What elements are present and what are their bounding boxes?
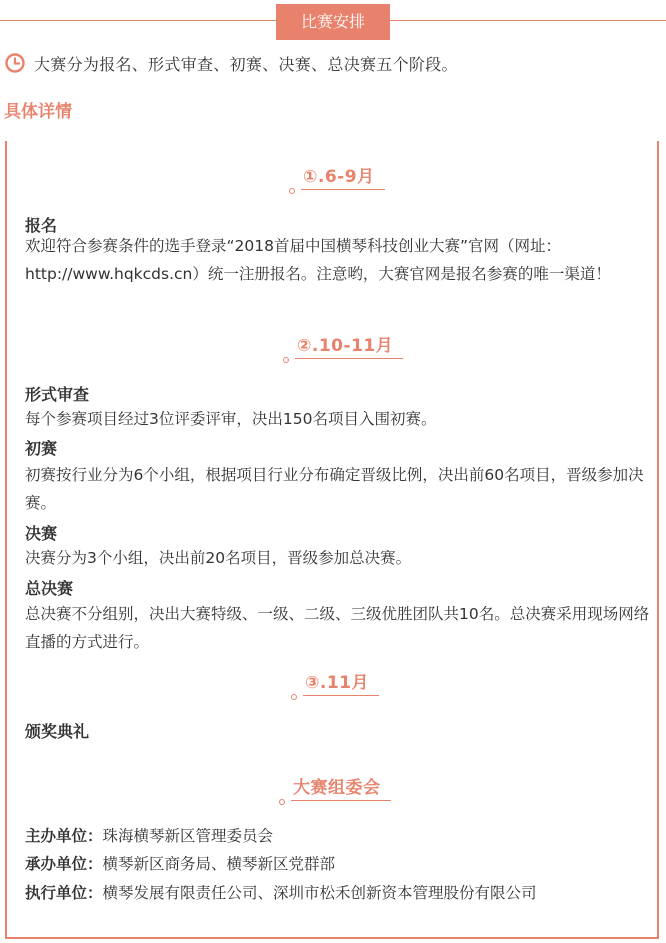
- org-value: 横琴新区商务局、横琴新区党群部: [102, 855, 336, 873]
- stage-text-grand: 总决赛不分组别，决出大赛特级、一级、二级、三级优胜团队共10名。总决赛采用现场网络直播的方式进行。: [25, 605, 650, 651]
- org-value: 横琴发展有限责任公司、深圳市松禾创新资本管理股份有限公司: [102, 884, 537, 902]
- org-row-organizer: [25, 850, 335, 878]
- stage-text-final: 决赛分为3个小组，决出前20名项目，晋级参加总决赛。: [25, 549, 412, 567]
- org-value: 珠海横琴新区管理委员会: [102, 827, 274, 845]
- details-frame: [5, 141, 659, 939]
- stage-title-grand: 总决赛: [25, 579, 74, 598]
- phase-marker-3: [291, 672, 379, 696]
- org-label: 执行单位：: [25, 884, 103, 902]
- intro-line: [4, 50, 458, 76]
- committee-marker: [279, 777, 391, 801]
- org-row-executor: [25, 879, 537, 907]
- phase-dot: [279, 799, 285, 805]
- clock-icon: [4, 52, 26, 74]
- stage-title-review: 形式审查: [25, 385, 90, 404]
- committee-title: 大赛组委会: [291, 777, 391, 801]
- phase-label-1: ①.6-9月: [301, 166, 385, 190]
- stage-title-signup: 报名: [25, 216, 58, 235]
- stage-title-prelim: 初赛: [25, 439, 58, 458]
- stage-text-review: 每个参赛项目经过3位评委评审，决出150名项目入围初赛。: [25, 410, 437, 428]
- phase-dot: [289, 188, 295, 194]
- stage-text-prelim: 初赛按行业分为6个小组，根据项目行业分布确定晋级比例，决出前60名项目，晋级参加决赛。: [25, 466, 644, 512]
- stage-title-final: 决赛: [25, 524, 58, 543]
- phase-label-3: ③.11月: [303, 672, 379, 696]
- phase-dot: [283, 357, 289, 363]
- phase-marker-1: [289, 166, 385, 190]
- phase-marker-2: [283, 335, 403, 359]
- org-label: 承办单位：: [25, 855, 103, 873]
- stage-title-ceremony: 颁奖典礼: [25, 722, 90, 741]
- section-banner: 比赛安排: [276, 4, 390, 40]
- phase-dot: [291, 694, 297, 700]
- phase-label-2: ②.10-11月: [295, 335, 403, 359]
- intro-text: 大赛分为报名、形式审查、初赛、决赛、总决赛五个阶段。: [34, 54, 458, 74]
- org-label: 主办单位：: [25, 827, 103, 845]
- details-heading: 具体详情: [4, 102, 72, 122]
- stage-text-signup: 欢迎符合参赛条件的选手登录“2018首届中国横琴科技创业大赛”官网（网址：http://www.hqkcds.cn）统一注册报名。注意哟，大赛官网是报名参赛的唯一渠道！: [25, 237, 611, 283]
- org-row-host: [25, 822, 273, 850]
